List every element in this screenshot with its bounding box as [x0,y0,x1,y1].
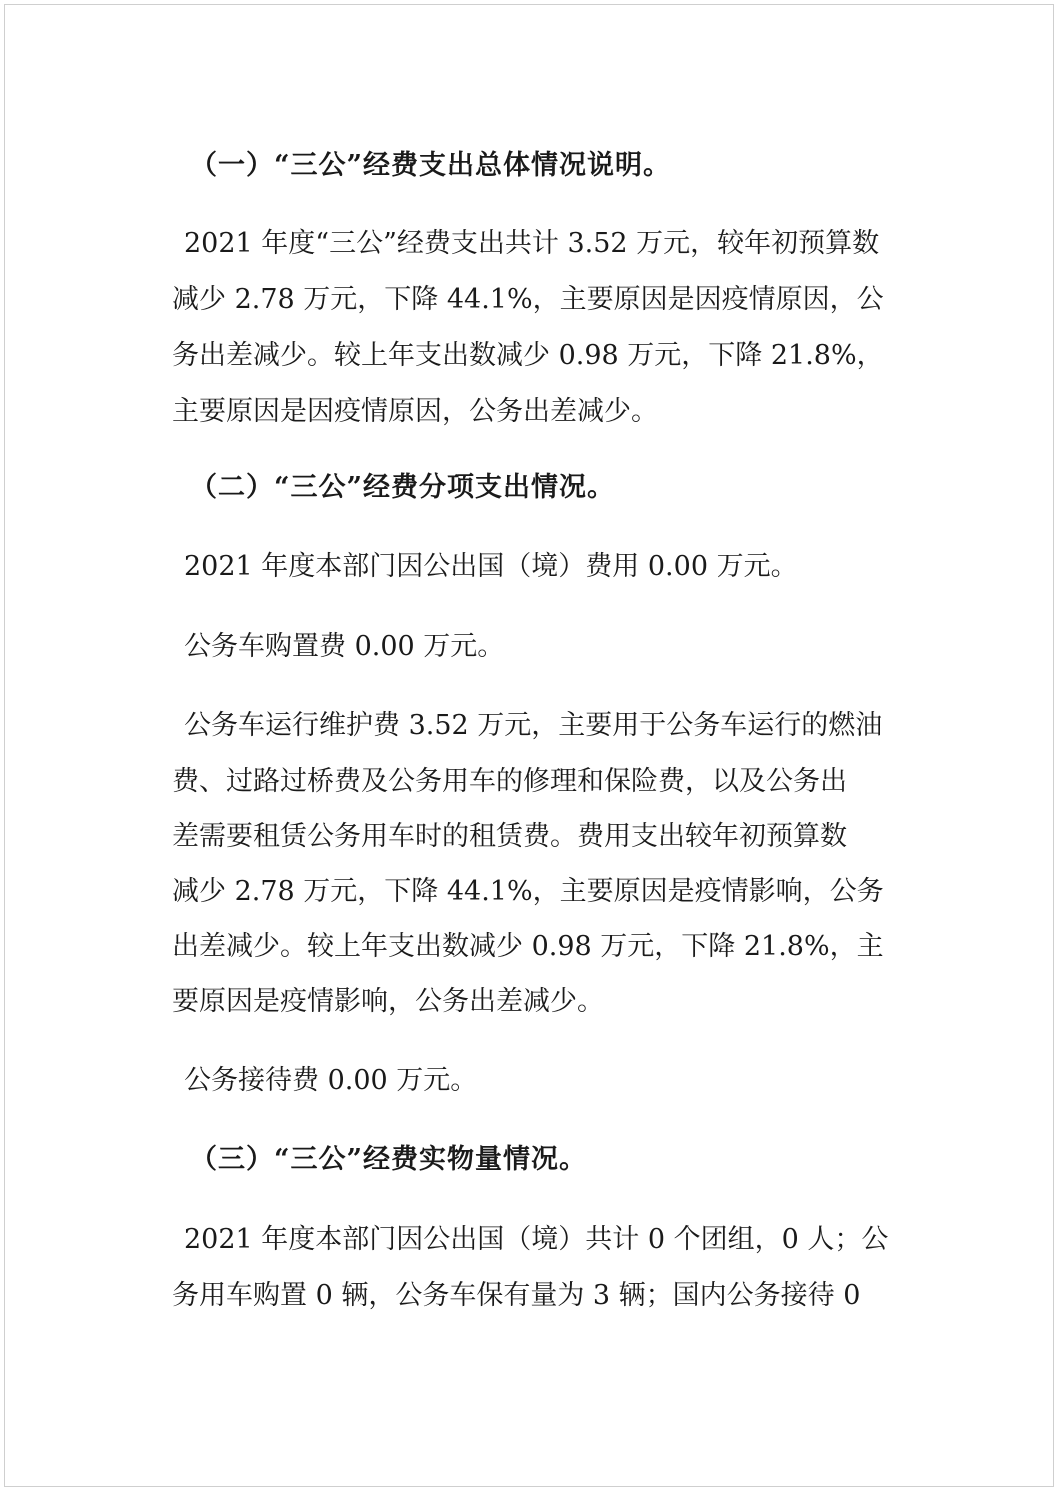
section-2-heading: （二）“三公”经费分项支出情况。 [190,472,616,503]
section-3-line-1: 2021 年度本部门因公出国（境）共计 0 个团组，0 人；公 [184,1224,889,1255]
section-2-paragraph-4: 公务接待费 0.00 万元。 [184,1065,478,1096]
section-2-paragraph-3-line-3: 差需要租赁公务用车时的租赁费。费用支出较年初预算数 [172,821,847,852]
section-1-heading: （一）“三公”经费支出总体情况说明。 [190,150,672,181]
section-1-line-4: 主要原因是因疫情原因，公务出差减少。 [172,396,658,427]
section-1-line-1: 2021 年度“三公”经费支出共计 3.52 万元，较年初预算数 [184,228,880,259]
section-2-paragraph-3-line-1: 公务车运行维护费 3.52 万元，主要用于公务车运行的燃油 [184,710,883,741]
section-2-paragraph-3-line-4: 减少 2.78 万元，下降 44.1%，主要原因是疫情影响，公务 [172,876,884,907]
section-2-paragraph-3-line-5: 出差减少。较上年支出数减少 0.98 万元，下降 21.8%，主 [172,931,884,962]
section-2-paragraph-3-line-6: 要原因是疫情影响，公务出差减少。 [172,986,604,1017]
section-1-line-2: 减少 2.78 万元，下降 44.1%，主要原因是因疫情原因，公 [172,284,884,315]
section-2-paragraph-3-line-2: 费、过路过桥费及公务用车的修理和保险费，以及公务出 [172,766,847,797]
section-2-paragraph-1: 2021 年度本部门因公出国（境）费用 0.00 万元。 [184,551,798,582]
document-page [4,4,1054,1487]
section-3-heading: （三）“三公”经费实物量情况。 [190,1144,588,1175]
section-3-line-2: 务用车购置 0 辆，公务车保有量为 3 辆；国内公务接待 0 [172,1280,861,1311]
section-1-line-3: 务出差减少。较上年支出数减少 0.98 万元，下降 21.8%， [172,340,884,371]
section-2-paragraph-2: 公务车购置费 0.00 万元。 [184,631,505,662]
